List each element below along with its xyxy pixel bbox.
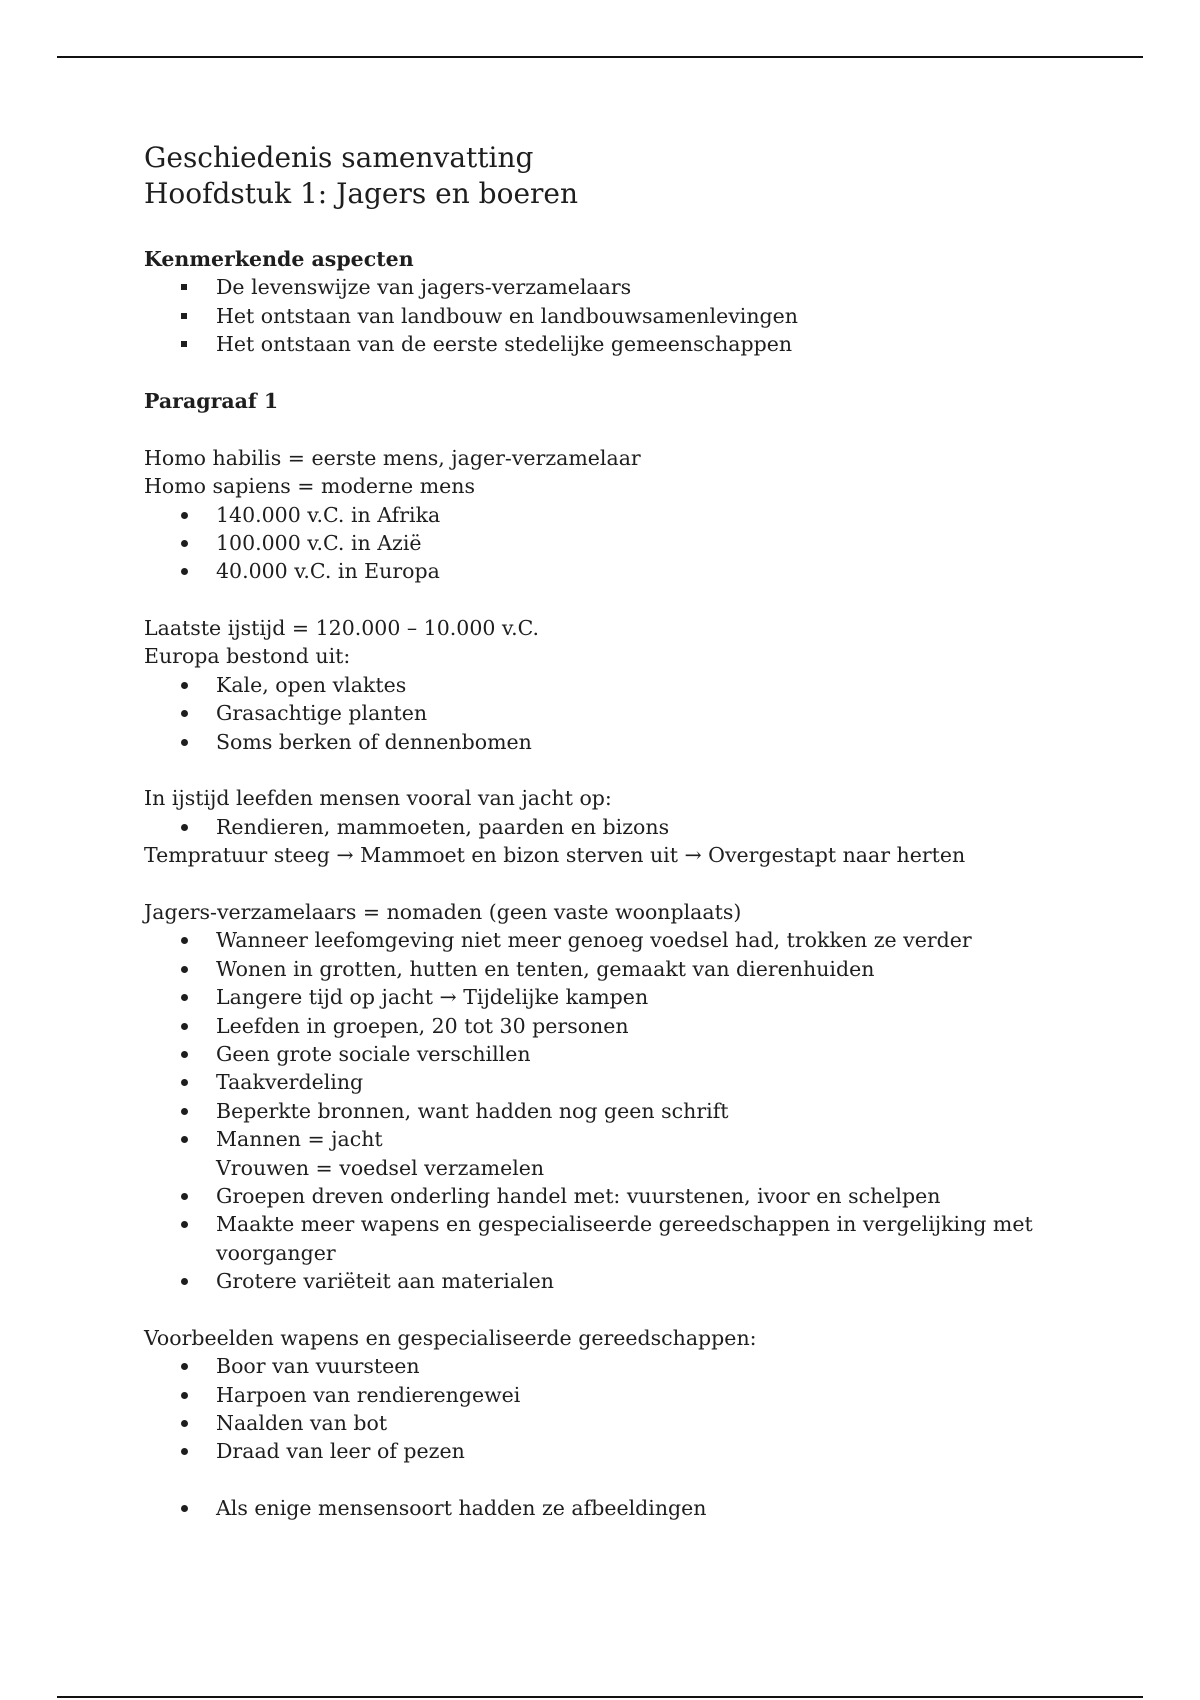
jacht-list (144, 813, 1044, 841)
list-item-line: Vrouwen = voedsel verzamelen (216, 1155, 545, 1180)
list-item: De levenswijze van jagers-verzamelaars (144, 273, 1044, 301)
text-line: Homo sapiens = moderne mens (144, 474, 475, 499)
document-body (144, 245, 1044, 1523)
ijstijd-list (144, 671, 1044, 756)
chapter-title: Hoofdstuk 1: Jagers en boeren (144, 177, 578, 210)
kenmerkende-list (144, 273, 1044, 358)
section-heading-paragraaf: Paragraaf 1 (144, 388, 279, 413)
list-item: 140.000 v.C. in Afrika (144, 501, 1044, 529)
list-item-line: voorganger (216, 1240, 336, 1265)
text-line: Laatste ijstijd = 120.000 – 10.000 v.C. (144, 616, 540, 641)
list-item-line: Maakte meer wapens en gespecialiseerde gereedschappen in vergelijking met (216, 1212, 1033, 1237)
list-item (144, 1210, 1044, 1267)
list-item: Grasachtige planten (144, 699, 1044, 727)
list-item: Wanneer leefomgeving niet meer genoeg voedsel had, trokken ze verder (144, 926, 1044, 954)
list-item: Harpoen van rendierengewei (144, 1381, 1044, 1409)
top-rule (57, 56, 1143, 58)
list-item: Leefden in groepen, 20 tot 30 personen (144, 1012, 1044, 1040)
list-item: Wonen in grotten, hutten en tenten, gemaakt van dierenhuiden (144, 955, 1044, 983)
list-item: Naalden van bot (144, 1409, 1044, 1437)
nomaden-list (144, 926, 1044, 1295)
text-line: Jagers-verzamelaars = nomaden (geen vaste woonplaats) (144, 899, 742, 924)
document-title: Geschiedenis samenvatting (144, 141, 534, 174)
list-item: Beperkte bronnen, want hadden nog geen schrift (144, 1097, 1044, 1125)
text-line: In ijstijd leefden mensen vooral van jacht op: (144, 786, 612, 811)
list-item: Grotere variëteit aan materialen (144, 1267, 1044, 1295)
list-item: Het ontstaan van landbouw en landbouwsamenlevingen (144, 302, 1044, 330)
homo-list (144, 501, 1044, 586)
document-page (144, 140, 1044, 1523)
list-item: Als enige mensensoort hadden ze afbeeldingen (144, 1494, 1044, 1522)
list-item: Kale, open vlaktes (144, 671, 1044, 699)
list-item: 100.000 v.C. in Azië (144, 529, 1044, 557)
extra-list (144, 1494, 1044, 1522)
bottom-rule (57, 1696, 1143, 1698)
list-item: Groepen dreven onderling handel met: vuurstenen, ivoor en schelpen (144, 1182, 1044, 1210)
text-line: Voorbeelden wapens en gespecialiseerde gereedschappen: (144, 1325, 757, 1350)
text-line: Homo habilis = eerste mens, jager-verzamelaar (144, 445, 641, 470)
list-item: Geen grote sociale verschillen (144, 1040, 1044, 1068)
list-item: Rendieren, mammoeten, paarden en bizons (144, 813, 1044, 841)
list-item-line: Mannen = jacht (216, 1127, 383, 1152)
list-item: Taakverdeling (144, 1068, 1044, 1096)
list-item: Langere tijd op jacht → Tijdelijke kampen (144, 983, 1044, 1011)
list-item: Boor van vuursteen (144, 1352, 1044, 1380)
voorbeelden-list (144, 1352, 1044, 1466)
list-item: Soms berken of dennenbomen (144, 728, 1044, 756)
list-item (144, 1125, 1044, 1182)
section-heading-kenmerkende: Kenmerkende aspecten (144, 247, 414, 271)
text-line: Tempratuur steeg → Mammoet en bizon sterven uit → Overgestapt naar herten (144, 843, 966, 868)
text-line: Europa bestond uit: (144, 644, 351, 669)
list-item: Het ontstaan van de eerste stedelijke gemeenschappen (144, 330, 1044, 358)
list-item: 40.000 v.C. in Europa (144, 557, 1044, 585)
list-item: Draad van leer of pezen (144, 1437, 1044, 1465)
